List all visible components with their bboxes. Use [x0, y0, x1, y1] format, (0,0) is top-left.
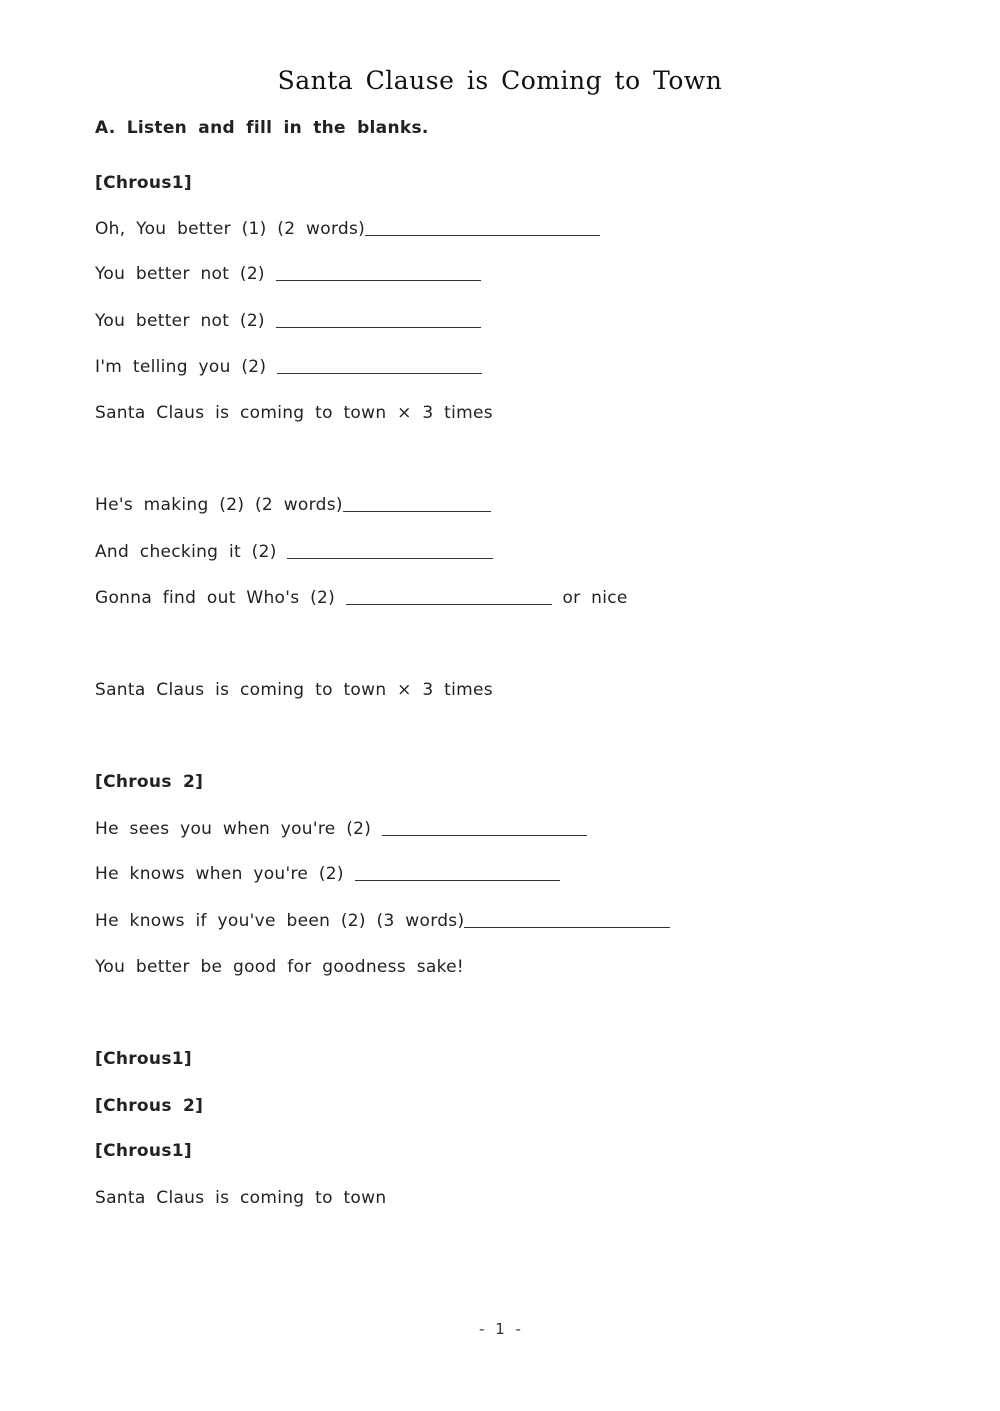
chorus2-heading: [Chrous 2]	[95, 772, 204, 792]
refrain-line: Santa Claus is coming to town × 3 times	[95, 680, 493, 700]
fill-blank[interactable]	[382, 819, 587, 836]
page-number: - 1 -	[479, 1320, 521, 1338]
line-text: You better not (2)	[95, 311, 276, 331]
ending-last-line: Santa Claus is coming to town	[95, 1188, 387, 1208]
ending-heading-2: [Chrous 2]	[95, 1096, 204, 1116]
instruction: A. Listen and fill in the blanks.	[95, 118, 429, 138]
ending-heading-1: [Chrous1]	[95, 1049, 192, 1069]
line-text-end: or nice	[551, 588, 628, 608]
fill-blank[interactable]	[355, 864, 560, 881]
chorus2-line-1	[95, 818, 587, 840]
worksheet-title: Santa Clause is Coming to Town	[277, 66, 723, 95]
chorus1-line-5: Santa Claus is coming to town × 3 times	[95, 403, 493, 423]
fill-blank[interactable]	[277, 357, 482, 374]
fill-blank[interactable]	[276, 264, 481, 281]
fill-blank[interactable]	[287, 542, 493, 559]
verse-line-3	[95, 587, 628, 609]
line-text: He knows if you've been (2) (3 words)	[95, 911, 465, 931]
chorus2-line-3	[95, 910, 670, 932]
line-text: Gonna find out Who's (2)	[95, 588, 346, 608]
line-text: You better not (2)	[95, 264, 276, 284]
fill-blank[interactable]	[343, 495, 491, 512]
fill-blank[interactable]	[276, 311, 481, 328]
line-text: I'm telling you (2)	[95, 357, 278, 377]
chorus1-line-3	[95, 310, 481, 332]
ending-heading-3: [Chrous1]	[95, 1141, 192, 1161]
line-text: Oh, You better (1) (2 words)	[95, 219, 366, 239]
line-text: And checking it (2)	[95, 542, 288, 562]
line-text: He sees you when you're (2)	[95, 819, 382, 839]
chorus1-line-2	[95, 263, 481, 285]
fill-blank[interactable]	[365, 219, 600, 236]
chorus2-line-2	[95, 863, 560, 885]
fill-blank[interactable]	[346, 588, 552, 605]
line-text: He's making (2) (2 words)	[95, 495, 343, 515]
verse-line-1	[95, 494, 491, 516]
chorus1-line-1	[95, 218, 600, 240]
chorus2-line-4: You better be good for goodness sake!	[95, 957, 464, 977]
chorus1-heading: [Chrous1]	[95, 173, 192, 193]
chorus1-line-4	[95, 356, 482, 378]
verse-line-2	[95, 541, 493, 563]
fill-blank[interactable]	[464, 911, 670, 928]
line-text: He knows when you're (2)	[95, 864, 355, 884]
